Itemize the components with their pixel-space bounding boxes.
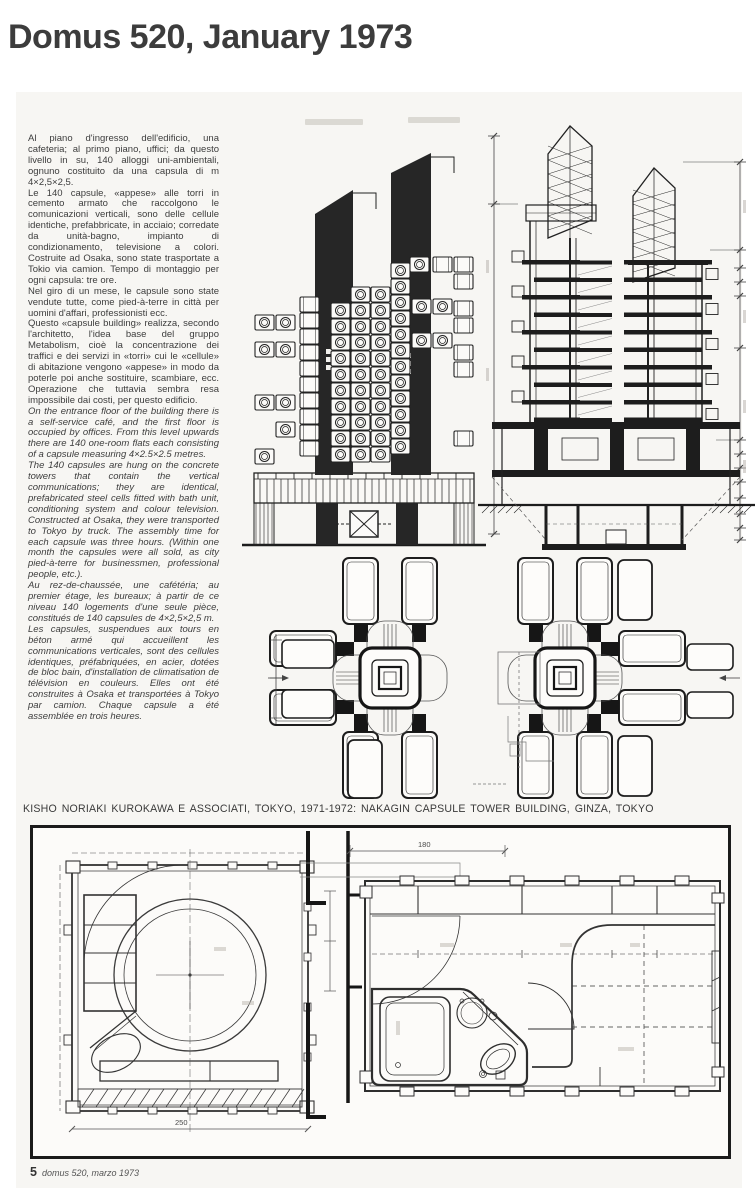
plan-dimensions bbox=[347, 840, 640, 1051]
issue-line: domus 520, marzo 1973 bbox=[41, 1168, 140, 1178]
drawing-caption: KISHO NORIAKI KUROKAWA E ASSOCIATI, TOKYO, 1971-1972: NAKAGIN CAPSULE TOWER BUILDING, GINZA, TOKYO bbox=[23, 803, 654, 815]
italian-paragraph: Nel giro di un mese, le capsule sono state vendute tutte, come pied-à-terre in città per uomini d'affari, professionisti ecc. bbox=[28, 285, 219, 319]
page-title: Domus 520, January 1973 bbox=[8, 18, 413, 56]
right-tower-plan bbox=[508, 558, 733, 798]
italian-paragraph: Le 140 capsule, «appese» alle torri in cemento armato che raccolgono le comunicazioni verticali, sono delle cellule identiche, prefabbricate, in acciaio; corredate da unità-bagno, impianto di condizionamento, televisione a colori. Costruite ad Osaka, sono state trasportate a Tokio via camion. Tempo di montaggio per ogni capsula: tre ore. bbox=[28, 187, 219, 286]
capsule-grid bbox=[255, 257, 473, 464]
cross-section-drawing bbox=[478, 110, 755, 560]
section-podium bbox=[478, 422, 755, 550]
italian-paragraph: Questo «capsule building» realizza, secondo l'architetto, l'idea base del gruppo Metabolism, cioè la concentrazione dei traffici e dei servizi in «torri» cui le «cellule» di abitazione vengono «appese» in modo da poterle poi anche sostituire, scambiare, ecc. Operazione che tuttavia sembra resa impossibile dai costi, per questo edificio. bbox=[28, 318, 219, 406]
italian-paragraph: Al piano d'ingresso dell'edificio, una cafeteria; al primo piano, uffici; da questo livello in su, 140 alloggi uni-ambientali, ognuno costituito da una capsula di m 4×2,5×2,5. bbox=[28, 133, 219, 188]
french-paragraph: Les capsules, suspendues aux tours en béton armé qui accueillent les communications verticales, sont des cellules identiques, préfabriquées, en acier, dotées de bloc bain, d'installation de climatisation de télévision en couleurs. Elles ont été construites à Osaka et transportées à Tokyo par camion. Chaque capsule a été assemblée en trois heures. bbox=[28, 623, 219, 723]
english-paragraph: On the entrance floor of the building there is a self-service café, and the first floor is occupied by offices. From this level upwards there are 140 one-room flats each consisting of a capsule measuring 4×2.5×2.5 metres. bbox=[28, 405, 219, 461]
podium bbox=[242, 473, 486, 545]
crane-towers bbox=[548, 126, 675, 282]
dimension-250-label: 250 bbox=[175, 1118, 188, 1127]
dimension-lines bbox=[486, 133, 746, 543]
interior-elements bbox=[78, 865, 304, 1107]
front-elevation-drawing bbox=[238, 113, 490, 560]
article-text-column bbox=[28, 134, 219, 723]
capsule-plan-shell bbox=[360, 876, 724, 1096]
bed-area bbox=[532, 925, 715, 1086]
section-body bbox=[512, 205, 718, 424]
page-footer bbox=[30, 1163, 139, 1181]
dimension-180-label: 180 bbox=[418, 840, 431, 849]
end-view-dimensions bbox=[60, 849, 311, 1135]
english-paragraph: The 140 capsules are hung on the concrete towers that contain the vertical communications; they are identical, prefabricated steel cells fitted with bath unit, conditioning system and colour television. Constructed at Osaka, they were transported to Tokyo by truck. The assembly time for each capsule was three hours. (Within one month the capsules were all sold, as city pied-à-terre for businessmen, professional people, etc.). bbox=[28, 460, 219, 581]
page-number: 5 bbox=[30, 1165, 37, 1179]
capsule-plan-drawing bbox=[300, 831, 736, 1143]
french-paragraph: Au rez-de-chaussée, une cafétéria; au premier étage, les bureaux; à partir de ce niveau 140 logements d'une seule pièce, constitués de 140 capsules de 4×2,5×2,5 m. bbox=[28, 580, 219, 624]
left-tower-plan bbox=[270, 558, 447, 798]
typical-floor-plan-drawing bbox=[268, 556, 740, 800]
